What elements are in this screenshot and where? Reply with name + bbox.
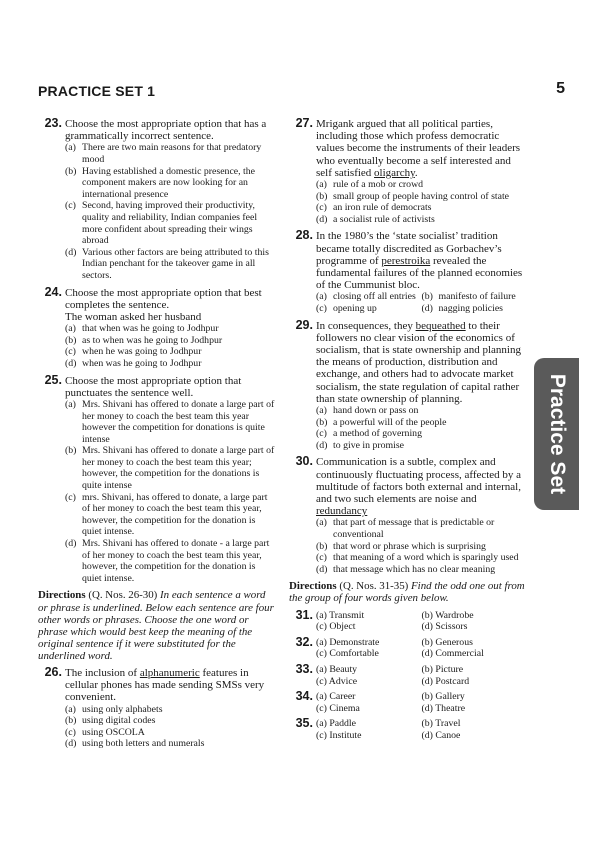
question-number: 28.	[295, 228, 313, 243]
question-29	[289, 317, 527, 452]
option-a	[65, 704, 275, 716]
option-label: (b)	[421, 291, 433, 303]
option-label: (b)	[316, 190, 328, 202]
option-label: (d)	[316, 563, 328, 575]
directions-label: Directions	[38, 589, 86, 602]
option-label: (a)	[316, 517, 327, 529]
option-c	[316, 303, 422, 315]
option-d	[65, 538, 275, 584]
question-23	[38, 118, 275, 282]
option-b	[65, 335, 275, 347]
directions-block	[289, 580, 527, 604]
option-label: (a)	[65, 323, 76, 335]
directions-text: Find the odd one out from the group of four words given below.	[289, 580, 525, 605]
option-a	[65, 323, 275, 335]
question-number: 24.	[44, 284, 62, 299]
question-number: 31.	[295, 607, 313, 622]
option-b: (b) Generous	[421, 636, 473, 648]
option-text: closing off all entries	[333, 291, 416, 303]
option-label: (a)	[65, 398, 76, 410]
option-label: (b)	[65, 165, 77, 177]
option-d	[316, 440, 527, 452]
page-header	[38, 80, 565, 102]
option-label: (d)	[316, 439, 328, 451]
option-label: (d)	[65, 538, 77, 550]
option-text: Second, having improved their productivity, quality and reliability, Indian companies feel more confident about spreading their wings abroad	[82, 200, 258, 247]
question-25	[38, 372, 275, 585]
directions-label: Directions	[289, 580, 337, 593]
option-text: that when was he going to Jodhpur	[82, 323, 219, 335]
right-column	[289, 118, 527, 746]
option-label: (b)	[65, 334, 77, 346]
option-label: (d)	[421, 303, 433, 314]
option-b	[65, 166, 275, 201]
question-number: 33.	[295, 661, 313, 676]
underlined-word: bequeathed	[415, 319, 466, 332]
question-stem	[65, 667, 275, 704]
option-text: when was he going to Jodhpur	[82, 357, 202, 369]
option-text: to give in promise	[333, 439, 405, 451]
question-stem	[316, 118, 527, 179]
option-b: (b) Wardrobe	[421, 609, 474, 621]
underlined-word: alphanumeric	[139, 666, 200, 679]
directions-block	[38, 589, 275, 662]
option-text: Having established a domestic presence, the component makers are now looking for an international presence	[82, 165, 256, 200]
question-stem	[316, 456, 527, 517]
question-33	[289, 661, 527, 687]
left-column	[38, 118, 275, 755]
directions-range: (Q. Nos. 26-30)	[88, 589, 158, 602]
option-c	[316, 552, 527, 564]
option-c	[316, 202, 527, 214]
option-c: (c) Institute	[316, 729, 362, 741]
option-label: (c)	[65, 200, 76, 212]
option-text: manifesto of failure	[438, 291, 516, 303]
option-label: (c)	[316, 428, 327, 440]
option-c: (c) Comfortable	[316, 648, 379, 660]
question-stem	[316, 320, 527, 405]
option-label: (c)	[65, 346, 76, 358]
question-28	[289, 230, 527, 314]
option-label: (c)	[316, 552, 327, 564]
option-label: (d)	[65, 738, 77, 750]
option-label: (a)	[316, 405, 327, 417]
option-text: using only alphabets	[82, 703, 163, 715]
question-number: 35.	[295, 716, 313, 731]
option-d: (d) Canoe	[421, 729, 461, 741]
option-text: using OSCOLA	[82, 726, 145, 738]
option-a: (a) Paddle	[316, 718, 356, 730]
option-d: (d) Scissors	[421, 621, 468, 633]
stem-text: In consequences, they	[316, 319, 416, 332]
stem-text: In the 1980’s the ‘state socialist’ tradition became totally discredited as Gorbachev’s programme of	[316, 230, 502, 267]
option-text: as to when was he going to Jodhpur	[82, 334, 223, 346]
option-text: using both letters and numerals	[82, 738, 205, 750]
option-text: Mrs. Shivani has offered to donate a large part of her money to coach the best team this year however the competition for donations is quite intense	[82, 398, 275, 445]
stem-text: revealed the fundamental failures of the planned economies of the Cummunist bloc.	[316, 254, 523, 292]
question-number: 25.	[44, 372, 62, 387]
option-a: (a) Career	[316, 691, 356, 703]
option-a	[65, 399, 275, 445]
option-b	[316, 191, 527, 203]
option-b	[65, 715, 275, 727]
option-c	[316, 428, 527, 440]
stem-text: features in cellular phones has made sending SMSs very convenient.	[65, 666, 265, 704]
option-label: (b)	[316, 540, 328, 552]
stem-text: Communication is a subtle, complex and continuously fluctuating process, affected by a multitude of factors both external and internal, and two such elements are noise and	[316, 456, 522, 505]
option-label: (a)	[316, 291, 327, 303]
option-text: nagging policies	[438, 303, 503, 314]
question-26	[38, 664, 275, 750]
option-label: (a)	[316, 179, 327, 191]
option-label: (c)	[65, 726, 76, 738]
question-stem	[316, 230, 527, 291]
option-label: (b)	[65, 445, 77, 457]
stem-text: The inclusion of	[65, 666, 140, 679]
option-text: Mrs. Shivani has offered to donate a large part of her money to coach the best team this year; however, the competition for the donations is quite intense	[82, 445, 275, 492]
underlined-word: redundancy	[316, 505, 368, 518]
option-text: a powerful will of the people	[333, 416, 447, 428]
option-label: (d)	[65, 357, 77, 369]
option-label: (d)	[316, 213, 328, 225]
option-text: a method of governing	[333, 428, 422, 440]
option-text: an iron rule of democrats	[333, 202, 432, 214]
question-stem: Choose the most appropriate option that has a grammatically incorrect sentence.	[65, 118, 267, 143]
option-a	[65, 142, 275, 165]
option-a	[316, 179, 527, 191]
option-text: that meaning of a word which is sparingly used	[333, 552, 519, 564]
option-text: mrs. Shivani, has offered to donate, a large part of her money to coach the best team this year, however, the competition for the donation is quiet intense.	[82, 491, 268, 538]
option-d: (d) Commercial	[421, 648, 484, 660]
question-27	[289, 118, 527, 225]
option-c: (c) Cinema	[316, 702, 360, 714]
option-c: (c) Advice	[316, 675, 358, 687]
underlined-word: perestroika	[381, 254, 431, 267]
option-b: (b) Gallery	[421, 691, 465, 703]
page-number: 5	[556, 80, 565, 97]
question-number: 32.	[295, 634, 313, 649]
stem-text: .	[414, 166, 418, 179]
option-d	[316, 214, 527, 226]
option-b	[316, 417, 527, 429]
question-stem: Choose the most appropriate option that punctuates the sentence well.	[65, 374, 242, 399]
side-tab-label: Practice Set	[545, 373, 569, 495]
side-tab	[534, 358, 579, 510]
option-a: (a) Transmit	[316, 609, 365, 621]
option-d	[65, 738, 275, 750]
option-label: (b)	[316, 416, 328, 428]
option-b: (b) Travel	[421, 718, 461, 730]
question-number: 30.	[295, 454, 313, 469]
option-label: (a)	[65, 703, 76, 715]
question-sentence: The woman asked her husband	[65, 310, 202, 323]
section-title: PRACTICE SET 1	[38, 83, 156, 99]
option-c	[65, 492, 275, 538]
option-text: that word or phrase which is surprising	[333, 540, 486, 552]
option-a: (a) Beauty	[316, 663, 358, 675]
option-d: (d) Postcard	[421, 675, 470, 687]
question-number: 26.	[44, 664, 62, 679]
option-text: Various other factors are being attributed to this Indian penchant for the takeover game in all sectors.	[82, 246, 269, 281]
option-text: when he was going to Jodhpur	[82, 346, 202, 358]
question-31	[289, 607, 527, 633]
question-35	[289, 718, 527, 741]
question-number: 23.	[44, 116, 62, 130]
option-label: (c)	[316, 202, 327, 214]
option-c	[65, 200, 275, 246]
underlined-word: oligarchy	[374, 166, 415, 179]
option-a: (a) Demonstrate	[316, 636, 380, 648]
option-b	[65, 445, 275, 491]
option-a	[316, 405, 527, 417]
option-c	[65, 346, 275, 358]
option-c	[65, 727, 275, 739]
option-b	[316, 541, 527, 553]
option-label: (a)	[65, 142, 76, 154]
question-number: 27.	[295, 116, 313, 130]
directions-text: In each sentence a word or phrase is underlined. Below each sentence are four other words or phrases. Choose the one word or phrase which would best keep the meaning of the original sentence if it were substituted for the underlined word.	[38, 589, 274, 662]
directions-range: (Q. Nos. 31-35)	[339, 580, 409, 593]
option-label: (b)	[65, 715, 77, 727]
question-34	[289, 691, 527, 714]
option-a	[316, 291, 422, 303]
option-label: (c)	[65, 491, 76, 503]
option-text: opening up	[333, 303, 377, 314]
stem-text: Mrigank argued that all political parties, including those which profess democratic values become the instruments of their leaders who eventually become a self interested and self satisfied	[316, 118, 521, 179]
option-c: (c) Object	[316, 621, 356, 633]
option-label: (c)	[316, 303, 327, 314]
option-text: small group of people having control of state	[333, 190, 510, 202]
stem-text: to their followers no clear vision of the economics of socialism, that is state ownership and planning the means of production, distribution and exchange, and others had to advocate market socialism, the state regulation of capital rather than state ownership of planning.	[316, 319, 521, 405]
question-32	[289, 634, 527, 660]
option-text: rule of a mob or crowd	[333, 179, 424, 191]
question-24	[38, 284, 275, 370]
option-d	[316, 564, 527, 576]
option-text: that part of message that is predictable or conventional	[333, 517, 495, 540]
question-number: 29.	[295, 317, 313, 332]
option-text: that message which has no clear meaning	[333, 563, 496, 575]
option-b: (b) Picture	[421, 663, 464, 675]
option-a	[316, 517, 527, 540]
option-d	[65, 358, 275, 370]
option-text: using digital codes	[82, 715, 156, 727]
question-stem: Choose the most appropriate option that best completes the sentence.	[65, 286, 262, 311]
option-d	[422, 303, 528, 315]
option-text: Mrs. Shivani has offered to donate - a large part of her money to coach the best team this year, however, the competition for the donation is quiet intense.	[82, 538, 270, 584]
option-b	[422, 291, 528, 303]
option-text: a socialist rule of activists	[333, 213, 435, 225]
option-d: (d) Theatre	[421, 702, 466, 714]
question-number: 34.	[295, 689, 313, 704]
option-text: There are two main reasons for that predatory mood	[82, 142, 262, 165]
question-30	[289, 456, 527, 575]
option-label: (d)	[65, 246, 77, 258]
option-text: hand down or pass on	[333, 405, 419, 417]
option-d	[65, 247, 275, 282]
